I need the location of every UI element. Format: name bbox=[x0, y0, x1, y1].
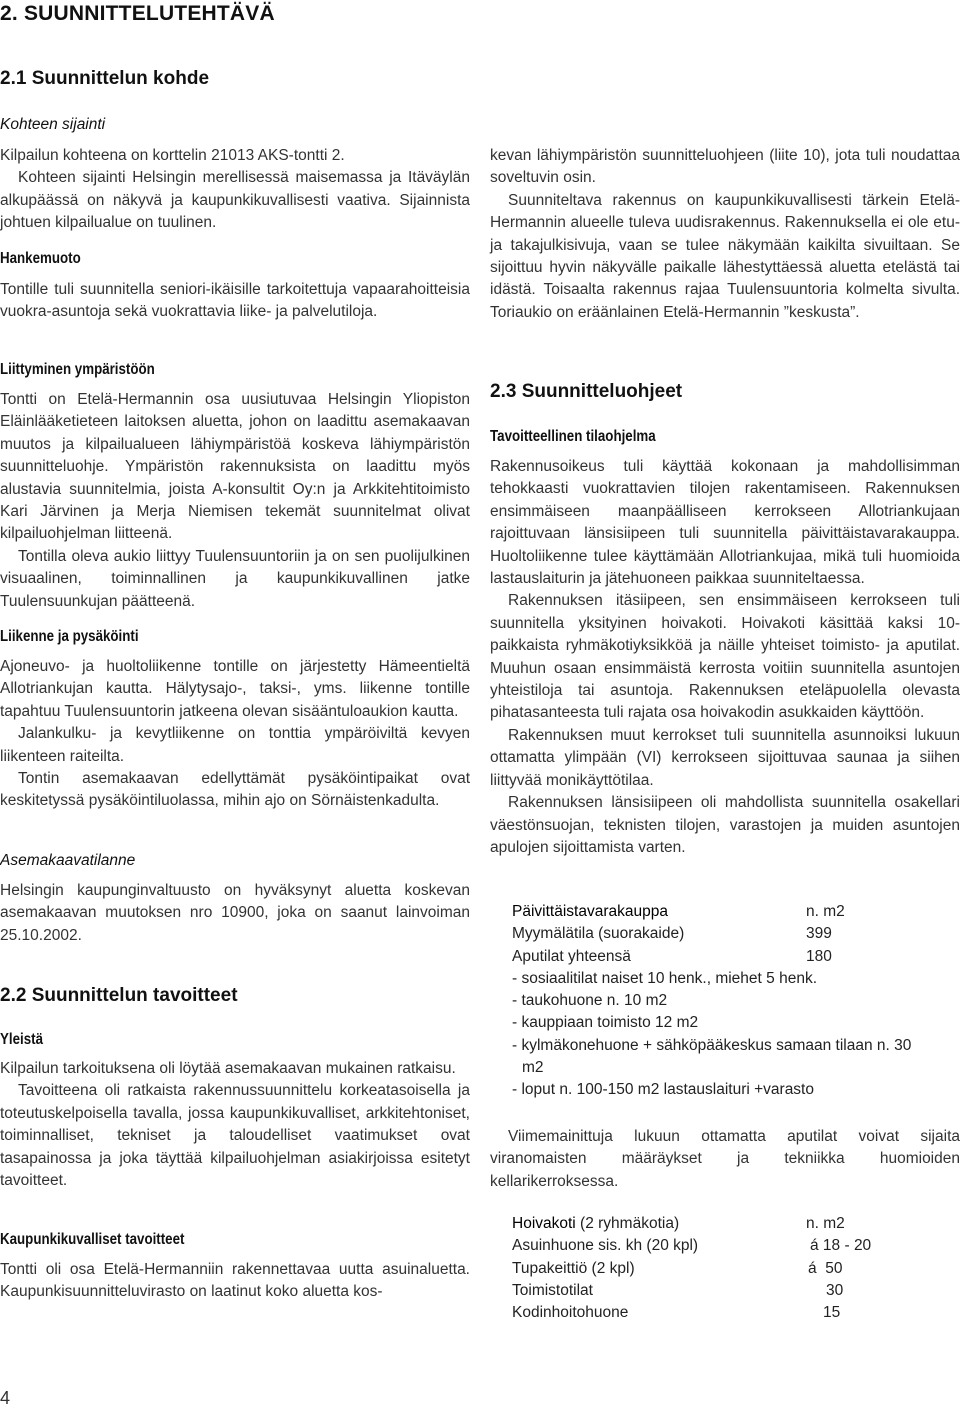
page-number: 4 bbox=[0, 1388, 11, 1408]
paragraph: Kilpailun kohteena on korttelin 21013 AKS-tontti 2. bbox=[0, 147, 345, 164]
row-label: Toimistotilat bbox=[512, 1281, 593, 1299]
list-item bbox=[512, 1079, 960, 1101]
asemakaava-heading: Asemakaavatilanne bbox=[0, 852, 136, 869]
paragraph: Rakennuksen länsisiipeen oli mahdollista suunnitella osakellari väestönsuojan, teknisten tilojen, varastojen ja muiden asuntojen apulojen sijoittamista varten. bbox=[490, 794, 960, 856]
asemakaava-text bbox=[0, 880, 470, 947]
row-label: Myymälätila (suorakaide) bbox=[512, 925, 685, 943]
paragraph: Tontti oli osa Etelä-Hermanniin rakennettavaa uutta asuinaluetta. Kaupunkisuunnitteluvirasto on laatinut koko aluetta kos- bbox=[0, 1261, 470, 1301]
list-item bbox=[512, 990, 960, 1012]
list-item bbox=[512, 968, 960, 990]
row-label: Aputilat yhteensä bbox=[512, 947, 631, 965]
paragraph: Viimemainittuja lukuun ottamatta aputilat voivat sijaita viranomaisten määräykset ja tekniikka huomioiden kellarikerroksessa. bbox=[490, 1128, 960, 1190]
list-item bbox=[512, 1057, 960, 1079]
item-text: - taukohuone n. 10 m2 bbox=[512, 992, 668, 1010]
paragraph: Helsingin kaupunginvaltuusto on hyväksynyt aluetta koskevan asemakaavan muutoksen nro 10900, joka on saanut lainvoiman 25.10.2002. bbox=[0, 882, 470, 944]
table-row bbox=[512, 1302, 960, 1324]
paragraph: Tavoitteena oli ratkaista rakennussuunnittelu korkeatasoisella ja toteutuskelpoisella tavalla, jossa kaupunkikuvalliset, arkkitehtoniset, toiminnalliset, tekniset ja taloudelliset vaatimukset ovat tasapainossa ja joka täyttää kilpailuohjelman asiakirjoissa esitetyt tavoitteet. bbox=[0, 1082, 470, 1190]
table-header-row bbox=[512, 1213, 960, 1235]
paragraph: Tontilla oleva aukio liittyy Tuulensuuntoriin ja on sen puolijulkinen visuaalinen, toiminnallinen ja kaupunkikuvallinen jatke Tuulensuunkujan päätteenä. bbox=[0, 547, 470, 610]
list-item bbox=[512, 1035, 960, 1057]
section-title: 2. SUUNNITTELUTEHTÄVÄ bbox=[0, 2, 275, 25]
kauppa-table bbox=[512, 901, 960, 1102]
table-title bbox=[512, 1213, 679, 1235]
yleista-text bbox=[0, 1058, 470, 1192]
hoiva-table bbox=[512, 1213, 960, 1324]
paragraph: Rakennusoikeus tuli käyttää kokonaan ja mahdollisimman tehokkaasti vuokrattavien tilojen rakentamiseen. Rakennuksen ensimmäiseen maanpäälliseen kerrokseen Allotriankujaan rajoittuvaan länsisiipeen tuli suunnitella päivittäistavarakauppa. Huoltoliikenne tulee käyttämään Allotriankujaa, mikä tuli huomioida lastauslaiturin ja jätehuoneen paikkaa suunniteltaessa. bbox=[490, 458, 960, 588]
item-text: - kauppiaan toimisto 12 m2 bbox=[512, 1014, 699, 1032]
kaupunkikuvalliset-heading: Kaupunkikuvalliset tavoitteet bbox=[0, 1231, 185, 1248]
item-text: - sosiaalitilat naiset 10 henk., miehet 5 henk. bbox=[512, 969, 818, 987]
title-suffix: (2 ryhmäkotia) bbox=[575, 1215, 680, 1232]
row-value: á 18 - 20 bbox=[810, 1237, 872, 1255]
list-item bbox=[512, 1012, 960, 1034]
liittyminen-heading: Liittyminen ympäristöön bbox=[0, 361, 155, 378]
section-2-1-title: 2.1 Suunnittelun kohde bbox=[0, 68, 210, 89]
title-main: Hoivakoti bbox=[512, 1215, 576, 1232]
row-value: 15 bbox=[823, 1304, 841, 1322]
table-row bbox=[512, 946, 960, 968]
row-label: Asuinhuone sis. kh (20 kpl) bbox=[512, 1237, 699, 1255]
item-text: - kylmäkonehuone + sähköpääkeskus samaan tilaan n. 30 bbox=[512, 1036, 912, 1054]
table-row bbox=[512, 1235, 960, 1257]
table-row bbox=[512, 923, 960, 945]
paragraph: Tontti on Etelä-Hermannin osa uusiutuvaa Helsingin Yliopiston Eläinlääketieteen laitoksen aluetta, johon on laadittu asemakaavan muutos ja kilpailualueen lähiympäristöä koskeva lähiympäristön suunnitteluohje. Ympäristön rakennuksista on laadittu myös alustavia suunnitelmia, joista A-konsultit Oy:n ja Arkkitehtitoimisto Kari Järvinen ja Merja Niemisen tekemät suunnitelmat olivat kilpailuohjelman liitteenä. bbox=[0, 391, 470, 543]
table-row bbox=[512, 1280, 960, 1302]
row-value: 399 bbox=[806, 925, 832, 943]
paragraph: Kilpailun tarkoituksena oli löytää asemakaavan mukainen ratkaisu. bbox=[0, 1060, 456, 1077]
row-value: á 50 bbox=[808, 1259, 843, 1277]
paragraph: Ajoneuvo- ja huoltoliikenne tontille on järjestetty Hämeentieltä Allotriankujan kautta. Hälytysajo-, taksi-, yms. liikenne tontille tapahtuu Tuulensuuntorin jatkeena olevan sisääntuloaukion kautta. bbox=[0, 658, 470, 720]
paragraph: kevan lähiympäristön suunnitteluohjeen (liite 10), jota tuli noudattaa soveltuvin osin. bbox=[490, 147, 960, 187]
table-row bbox=[512, 1258, 960, 1280]
continuation-text bbox=[490, 145, 960, 324]
row-value: 30 bbox=[826, 1281, 844, 1299]
liittyminen-text bbox=[0, 389, 470, 613]
unit-label: n. m2 bbox=[806, 903, 845, 920]
paragraph: Tontin asemakaavan edellyttämät pysäköintipaikat ovat keskitetyssä pysäköintiluolassa, mihin ajo on Sörnäistenkadulta. bbox=[0, 770, 470, 810]
hankemuoto-text bbox=[0, 279, 470, 324]
row-value: 180 bbox=[806, 947, 832, 965]
liikenne-text bbox=[0, 656, 470, 813]
item-text: m2 bbox=[522, 1059, 544, 1077]
hankemuoto-heading: Hankemuoto bbox=[0, 250, 81, 267]
yleista-heading: Yleistä bbox=[0, 1031, 43, 1048]
kaupunkikuvalliset-text bbox=[0, 1259, 470, 1304]
section-2-3-title: 2.3 Suunnitteluohjeet bbox=[490, 381, 683, 402]
row-label: Tupakeittiö (2 kpl) bbox=[512, 1259, 635, 1277]
liikenne-heading: Liikenne ja pysäköinti bbox=[0, 628, 139, 645]
paragraph: Jalankulku- ja kevytliikenne on tonttia ympäröiviltä kevyen liikenteen raiteilta. bbox=[0, 725, 470, 765]
paragraph: Tontille tuli suunnitella seniori-ikäisille tarkoitettuja vapaarahoitteisia vuokra-asuntoja sekä vuokrattavia liike- ja palvelutiloja. bbox=[0, 281, 470, 321]
paragraph: Rakennuksen muut kerrokset tuli suunnitella asunnoiksi lukuun ottamatta ylimpään (VI) kerrokseen sijoittuvaa saunaa ja siihen liittyvää monikäyttötilaa. bbox=[490, 726, 960, 789]
kohteen-sijainti-text bbox=[0, 145, 470, 235]
note-text bbox=[490, 1126, 960, 1193]
item-text: - loput n. 100-150 m2 lastauslaituri +varasto bbox=[512, 1081, 814, 1099]
tilaohjelma-heading: Tavoitteellinen tilaohjelma bbox=[490, 428, 656, 445]
row-label: Kodinhoitohuone bbox=[512, 1304, 629, 1322]
table-header-row bbox=[512, 901, 960, 923]
paragraph: Suunniteltava rakennus on kaupunkikuvallisesti tärkein Etelä-Hermannin alueelle tuleva uudisrakennus. Rakennuksella ei ole etu- ja takajulkisivuja, vaan se tulee näkymään kaikilta sivuiltaan. Se sijoittuu hyvin näkyvälle paikalle lähestyttäessä aluetta etelästä tai idästä. Toisaalta rakennus rajaa Tuulensuuntoria kolmelta sivulta. Toriaukio on eräänlainen Etelä-Hermannin ”keskusta”. bbox=[490, 191, 960, 321]
paragraph: Kohteen sijainti Helsingin merellisessä maisemassa ja Itäväylän alkupäässä on näkyvä ja kaupunkikuvallisesti vaativa. Sijainnista johtuen kilpailualue on tuulinen. bbox=[0, 169, 470, 232]
paragraph: Rakennuksen itäsiipeen, sen ensimmäiseen kerrokseen tuli suunnitella yksityinen hoivakoti. Hoivakoti käsittää kaksi 10-paikkaista ryhmäkotiyksikköä ja näille yhteiset toimisto- ja aputilat. Muuhun osaan ensimmäistä kerrosta voitiin suunnitella asuntojen yhteistiloja tai asuntoja. Rakennuksen eteläpuolella olevasta pihatasanteesta tuli rajata osa hoivakodin asukkaiden käyttöön. bbox=[490, 592, 960, 722]
table-title: Päivittäistavarakauppa bbox=[512, 903, 668, 920]
kohteen-sijainti-heading: Kohteen sijainti bbox=[0, 116, 106, 133]
section-2-2-title: 2.2 Suunnittelun tavoitteet bbox=[0, 985, 238, 1006]
tilaohjelma-text bbox=[490, 456, 960, 859]
unit-label: n. m2 bbox=[806, 1215, 845, 1232]
